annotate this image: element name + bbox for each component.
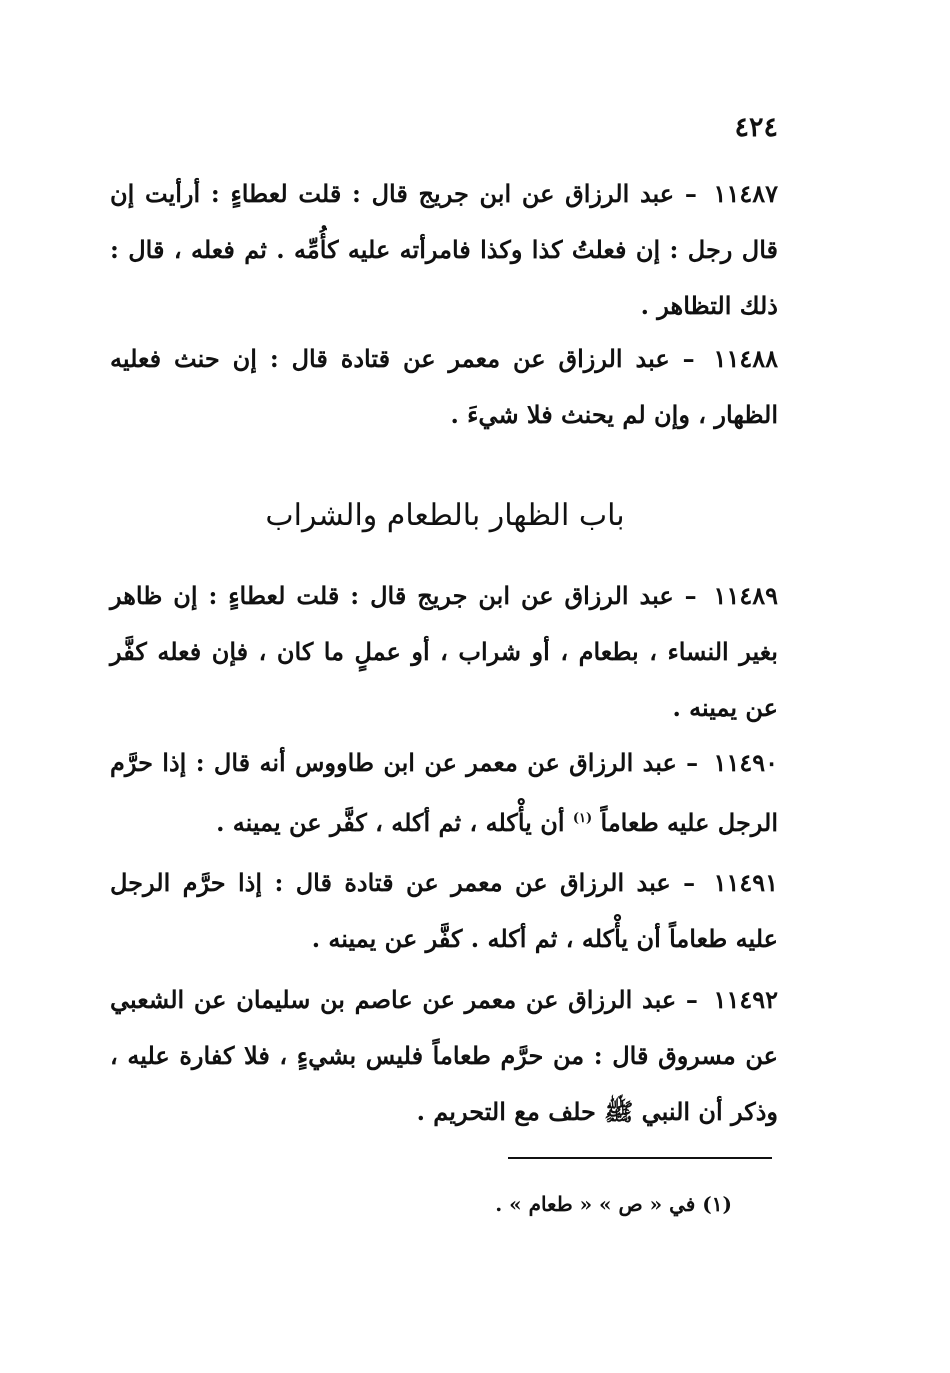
hadith-text: – عبد الرزاق عن معمر عن قتادة قال : إذا حرَّم الرجل عليه طعاماً أن يأْكله ، ثم أكله . كفَّر عن يمينه . — [110, 868, 778, 953]
hadith-paragraph — [110, 855, 778, 967]
hadith-paragraph — [110, 331, 778, 443]
footnote-reference: (١) — [572, 811, 593, 826]
hadith-paragraph — [110, 972, 778, 1140]
hadith-number: ١١٤٩٢ — [713, 985, 778, 1014]
hadith-number: ١١٤٩١ — [713, 868, 779, 897]
hadith-text: – عبد الرزاق عن معمر عن ابن طاووس أنه قال : إذا حرَّم الرجل عليه طعاماً — [110, 748, 778, 837]
hadith-paragraph — [110, 166, 778, 334]
hadith-text: – عبد الرزاق عن ابن جريج قال : قلت لعطاءٍ : إن ظاهر بغير النساء ، بطعام ، أو شراب ، أو عملٍ ما كان ، فإن فعله كفَّر عن يمينه . — [110, 581, 778, 722]
hadith-text: – عبد الرزاق عن ابن جريج قال : قلت لعطاءٍ : أرأيت إن قال رجل : إن فعلتُ كذا وكذا فامرأته عليه كأُمِّه . ثم فعله ، قال : ذلك التظاهر . — [110, 179, 778, 320]
page-number: ٤٢٤ — [734, 112, 778, 143]
hadith-paragraph — [110, 568, 778, 736]
hadith-number: ١١٤٩٠ — [713, 748, 778, 777]
footnote: (١) في « ص » « طعام » . — [495, 1192, 732, 1216]
hadith-number: ١١٤٨٨ — [713, 344, 778, 373]
section-title: باب الظهار بالطعام والشراب — [265, 498, 625, 533]
hadith-number: ١١٤٨٧ — [713, 179, 778, 208]
hadith-number: ١١٤٨٩ — [713, 581, 778, 610]
hadith-text: – عبد الرزاق عن معمر عن عاصم بن سليمان عن الشعبي عن مسروق قال : من حرَّم طعاماً فليس بشيءٍ ، فلا كفارة عليه ، وذكر أن النبي ﷺ حلف مع التحريم . — [110, 985, 778, 1126]
hadith-paragraph — [110, 735, 778, 851]
footnote-divider — [508, 1157, 772, 1159]
hadith-text-continued: أن يأْكله ، ثم أكله ، كفَّر عن يمينه . — [216, 808, 565, 837]
hadith-text: – عبد الرزاق عن معمر عن قتادة قال : إن حنث فعليه الظهار ، وإن لم يحنث فلا شيءَ . — [110, 344, 778, 429]
